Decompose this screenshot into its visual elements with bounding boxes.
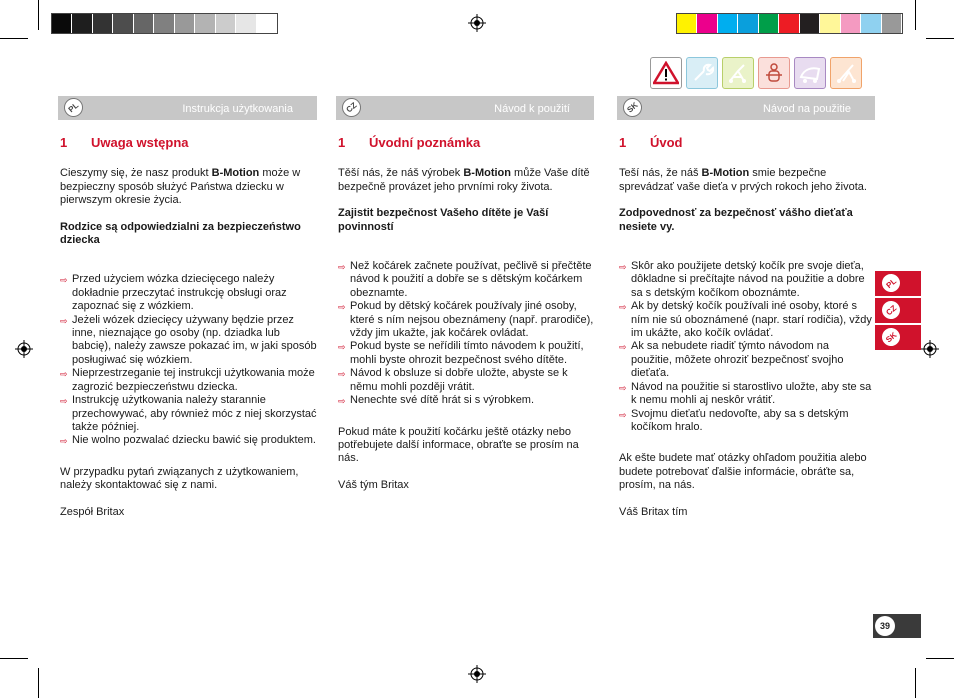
column-header-sk [617,96,875,120]
arrow-icon: ⇨ [619,342,627,353]
page-number-badge [873,614,921,638]
column-header-title: Instrukcja użytkowania [182,103,293,115]
list-item: ⇨ Svojmu dieťaťu nedovoľte, aby sa s detským kočíkom hralo. [619,407,849,433]
registration-mark-icon [15,340,33,358]
column-pl [60,130,318,532]
tools-icon [686,57,718,89]
language-badge: SK [619,94,646,121]
side-tab-pl[interactable]: PL [875,271,921,296]
color-swatch [882,14,902,33]
list-item: ⇨ Instrukcję użytkowania należy starannie przechowywać, aby również móc z niej skorzystać także później. [60,394,317,433]
language-badge: PL [60,94,87,121]
color-swatch [175,14,195,33]
list-item: ⇨ Ak sa nebudete riadiť týmto návodom na použitie, môžete ohroziť bezpečnosť svojho dieťaťa. [619,340,844,380]
contact-paragraph: W przypadku pytań związanych z użytkowaniem, należy skontaktować się z nami. [60,465,299,492]
signature: Váš Britax tím [619,505,688,518]
list-item: ⇨ Pokud by dětský kočárek používaly jiné osoby, které s ním nejsou obeznámeny (např. prarodiče), vždy jim ukažte, jak kočárek ovládat. [338,300,594,340]
registration-mark-icon [468,14,486,32]
language-badge: CZ [338,94,365,121]
accessory-icon [794,57,826,89]
column-header-title: Návod na použitie [762,103,851,115]
column-header-pl [58,96,317,120]
contact-paragraph: Pokud máte k použití kočárku ještě otázky nebo potřebujete další informace, obraťte se prosím na nás. [338,425,579,465]
color-swatch [779,14,799,33]
arrow-icon: ⇨ [619,262,627,273]
chapter-icons [650,57,862,89]
color-swatch [697,14,717,33]
registration-mark-icon [468,665,486,683]
arrow-icon: ⇨ [60,369,68,380]
arrow-icon: ⇨ [619,302,627,313]
arrow-icon: ⇨ [60,396,68,407]
color-swatch [236,14,256,33]
signature: Váš tým Britax [338,478,409,491]
list-item: ⇨ Ak by detský kočík používali iné osoby, ktoré s ním nie sú oboznámené (napr. starí rodičia), vždy im ukážte, ako kočík ovládať. [619,300,872,340]
arrow-icon: ⇨ [338,302,346,313]
color-swatch [154,14,174,33]
subheading: Zajistit bezpečnost Vašeho dítěte je Vaší povinností [338,207,549,233]
subheading: Rodzice są odpowiedzialni za bezpieczeństwo dziecka [60,220,301,247]
list-item: ⇨ Návod k obsluze si dobře uložte, abyste se k němu mohli později vrátit. [338,367,568,393]
color-swatch [759,14,779,33]
column-sk [619,130,872,532]
signature: Zespół Britax [60,505,125,518]
color-calibration-bar [676,13,903,34]
section-heading: 1 Úvod [619,135,683,150]
color-swatch [718,14,738,33]
color-swatch [216,14,236,33]
arrow-icon: ⇨ [60,436,68,447]
side-tab-sk[interactable]: SK [875,325,921,350]
intro-paragraph: Cieszymy się, że nasz produkt B-Motion może w bezpieczny sposób służyć Państwa dziecku w pierwszym okresie życia. [60,167,301,207]
registration-mark-icon [921,340,939,358]
arrow-icon: ⇨ [338,369,346,380]
child-seat-icon [758,57,790,89]
color-swatch [677,14,697,33]
folding-stroller-icon [830,57,862,89]
column-header-cz [336,96,594,120]
color-swatch [820,14,840,33]
arrow-icon: ⇨ [60,275,68,286]
bullet-list [619,260,872,434]
side-tab-cz[interactable]: CZ [875,298,921,323]
column-header-title: Návod k použití [494,103,570,115]
list-item: ⇨ Pokud byste se neřídili tímto návodem k použití, mohli byste ohrozit bezpečnost svého dítěte. [338,340,584,366]
bullet-list [338,260,594,407]
color-swatch [195,14,215,33]
list-item: ⇨ Nie wolno pozwalać dziecku bawić się produktem. [60,434,318,447]
bullet-list [60,273,318,447]
list-item: ⇨ Skôr ako použijete detský kočík pre svoje dieťa, dôkladne si prečítajte návod na použitie a dobre sa s detským kočíkom oboznámte. [619,260,865,299]
list-item: ⇨ Nenechte své dítě hrát si s výrobkem. [338,394,594,407]
list-item: ⇨ Než kočárek začnete používat, pečlivě si přečtěte návod k použití a dobře se s dětským kočárkem obeznamte. [338,260,592,299]
list-item: ⇨ Návod na použitie si starostlivo uložte, aby ste sa k nemu mohli aj neskôr vrátiť. [619,380,872,407]
color-swatch [861,14,881,33]
grayscale-calibration-bar [51,13,278,34]
color-swatch [72,14,92,33]
intro-paragraph: Těší nás, že náš výrobek B-Motion může Vaše dítě bezpečně provázet jeho prvními roky života. [338,167,590,193]
arrow-icon: ⇨ [338,342,346,353]
section-heading: 1 Uwaga wstępna [60,135,189,150]
color-swatch [841,14,861,33]
color-swatch [113,14,133,33]
warning-icon [650,57,682,89]
arrow-icon: ⇨ [338,262,346,273]
contact-paragraph: Ak ešte budete mať otázky ohľadom použitia alebo budete potrebovať ďalšie informácie, obráťte sa, prosím, na nás. [619,452,867,492]
stroller-icon [722,57,754,89]
column-cz [338,130,594,505]
intro-paragraph: Teší nás, že náš B-Motion smie bezpečne sprevádzať vaše dieťa v prvých rokoch jeho života. [619,167,867,193]
list-item: ⇨ Przed użyciem wózka dziecięcego należy dokładnie przeczytać instrukcję obsługi oraz zapoznać się z wózkiem. [60,273,287,313]
list-item: ⇨ Jeżeli wózek dziecięcy używany będzie przez inne, nieznające go osoby (np. dziadka lub babcię), należy zawsze pokazać im, w jaki sposób posługiwać się wózkiem. [60,313,317,366]
section-heading: 1 Úvodní poznámka [338,135,481,150]
color-swatch [134,14,154,33]
arrow-icon: ⇨ [619,382,627,393]
subheading: Zodpovednosť za bezpečnosť vášho dieťaťa nesiete vy. [619,207,853,233]
arrow-icon: ⇨ [60,315,68,326]
arrow-icon: ⇨ [338,396,346,407]
color-swatch [800,14,820,33]
color-swatch [52,14,72,33]
color-swatch [738,14,758,33]
color-swatch [257,14,277,33]
list-item: ⇨ Nieprzestrzeganie tej instrukcji użytkowania może zagrozić bezpieczeństwu dziecka. [60,367,315,393]
page-number: 39 [875,616,895,636]
arrow-icon: ⇨ [619,409,627,420]
color-swatch [93,14,113,33]
